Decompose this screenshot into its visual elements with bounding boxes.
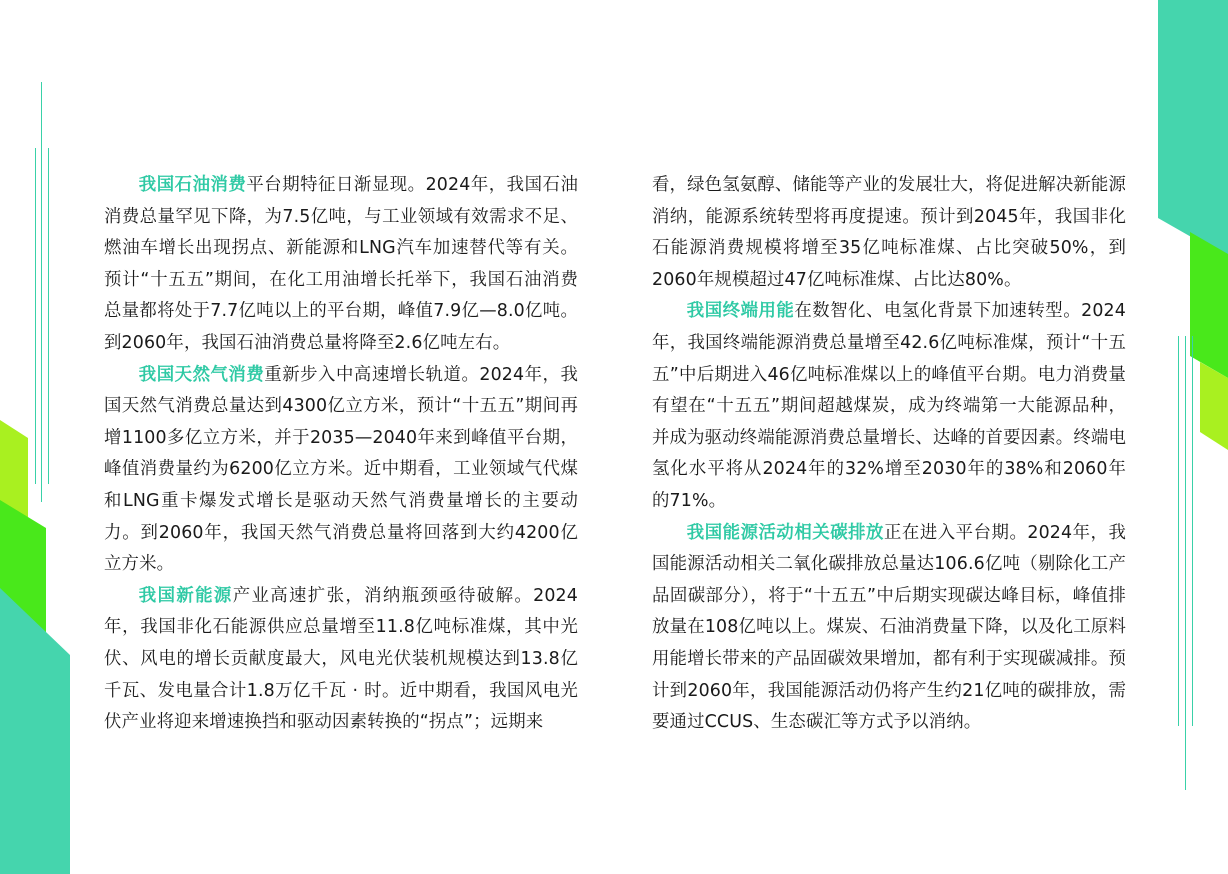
decor-left-shapes	[0, 0, 80, 874]
decor-line-right-1	[1178, 336, 1179, 726]
decor-line-right-2	[1185, 336, 1186, 790]
body-end-use: 在数智化、电氢化背景下加速转型。2024年，我国终端能源消费总量增至42.6亿吨标准煤，预计“十五五”中后期进入46亿吨标准煤以上的峰值平台期。电力消费量有望在“十五五”期间超越煤炭，成为终端第一大能源品种，并成为驱动终端能源消费总量增长、达峰的首要因素。终端电氢化水平将从2024年的32%增至2030年的38%和2060年的71%。	[652, 301, 1126, 511]
highlight-end-use: 我国终端用能	[686, 301, 795, 322]
body-gas: 重新步入中高速增长轨道。2024年，我国天然气消费总量达到4300亿立方米，预计“十五五”期间再增1100多亿立方米，并于2035—2040年来到峰值平台期，峰值消费量约为6200亿立方米。近中期看，工业领域气代煤和LNG重卡爆发式增长是驱动天然气消费量增长的主要动力。到2060年，我国天然气消费总量将回落到大约4200亿立方米。	[104, 364, 579, 575]
decor-right-shapes	[1148, 0, 1228, 874]
highlight-gas: 我国天然气消费	[138, 364, 265, 385]
decor-line-left-1	[41, 82, 42, 502]
body-new-energy: 产业高速扩张，消纳瓶颈亟待破解。2024年，我国非化石能源供应总量增至11.8亿吨标准煤，其中光伏、风电的增长贡献度最大，风电光伏装机规模达到13.8亿千瓦、发电量合计1.8万亿千瓦 · 时。近中期看，我国风电光伏产业将迎来增速换挡和驱动因素转换的“拐点”；远期来	[104, 585, 578, 733]
left-text-column	[104, 170, 578, 739]
decor-line-left-2	[35, 148, 36, 484]
paragraph-carbon	[652, 518, 1126, 739]
highlight-carbon: 我国能源活动相关碳排放	[686, 522, 884, 543]
decor-line-right-3	[1192, 336, 1193, 726]
body-carbon: 正在进入平台期。2024年，我国能源活动相关二氧化碳排放总量达106.6亿吨（剔除化工产品固碳部分），将于“十五五”中后期实现碳达峰目标，峰值排放量在108亿吨以上。煤炭、石油消费量下降，以及化工原料用能增长带来的产品固碳效果增加，都有利于实现碳减排。预计到2060年，我国能源活动仍将产生约21亿吨的碳排放，需要通过CCUS、生态碳汇等方式予以消纳。	[652, 522, 1126, 733]
body-new-energy-continued: 看，绿色氢氨醇、储能等产业的发展壮大，将促进解决新能源消纳，能源系统转型将再度提速。预计到2045年，我国非化石能源消费规模将增至35亿吨标准煤、占比突破50%，到2060年规模超过47亿吨标准煤、占比达80%。	[652, 175, 1126, 290]
paragraph-end-use	[652, 296, 1126, 517]
paragraph-oil	[104, 170, 578, 360]
paragraph-new-energy	[104, 581, 578, 739]
decor-teal-block	[0, 588, 70, 874]
highlight-new-energy: 我国新能源	[138, 585, 233, 606]
decor-teal-block-right	[1158, 0, 1228, 258]
paragraph-gas	[104, 360, 578, 581]
body-oil: 平台期特征日渐显现。2024年，我国石油消费总量罕见下降，为7.5亿吨，与工业领域有效需求不足、燃油车增长出现拐点、新能源和LNG汽车加速替代等有关。预计“十五五”期间，在化工用油增长托举下，我国石油消费总量都将处于7.7亿吨以上的平台期，峰值7.9亿—8.0亿吨。到2060年，我国石油消费总量将降至2.6亿吨左右。	[104, 175, 578, 353]
right-text-column	[652, 170, 1126, 739]
paragraph-new-energy-continued	[652, 170, 1126, 296]
decor-line-left-3	[48, 148, 49, 484]
decor-green-band-right	[1190, 232, 1228, 378]
highlight-oil: 我国石油消费	[138, 175, 247, 195]
